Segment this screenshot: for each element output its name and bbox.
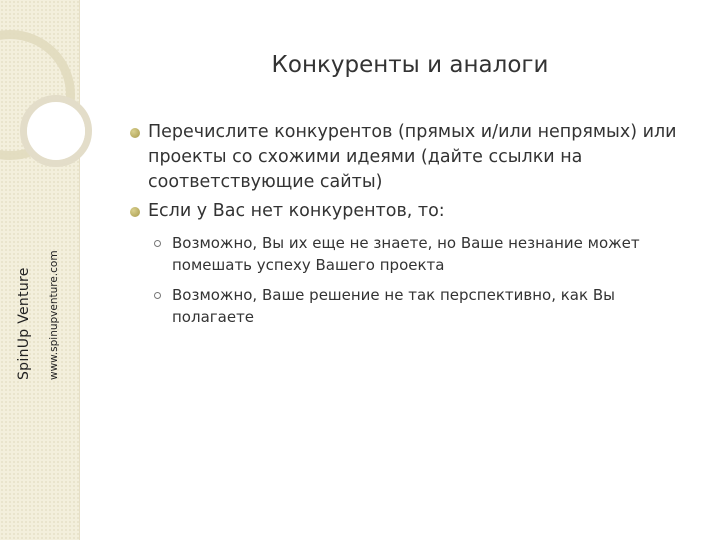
sub-bullet-text: Возможно, Вы их еще не знаете, но Ваше незнание может помешать успеху Вашего проекта [172,234,640,274]
sub-bullet-item [152,232,700,276]
sub-bullet-item [152,284,700,328]
sub-bullet-list [130,232,700,328]
slide-content [130,120,700,336]
brand-name: SpinUp Venture [16,267,32,380]
vertical-url: www.spinupventure.com [48,250,60,380]
bullet-item [130,199,700,224]
sub-bullet-circle-icon [154,240,161,247]
vertical-brand [13,267,32,380]
slide-title: Конкуренты и аналоги [271,52,549,78]
bullet-text: Перечислите конкурентов (прямых и/или непрямых) или проекты со схожими идеями (дайте ссылки на соответствующие сайты) [148,122,677,192]
bullet-text: Если у Вас нет конкурентов, то: [148,201,445,221]
bullet-dot-icon [130,207,140,217]
decor-ring-small-center [27,102,85,160]
sub-bullet-text: Возможно, Ваше решение не так перспективно, как Вы полагаете [172,286,615,326]
bullet-item [130,120,700,195]
bullet-dot-icon [130,128,140,138]
sub-bullet-circle-icon [154,292,161,299]
